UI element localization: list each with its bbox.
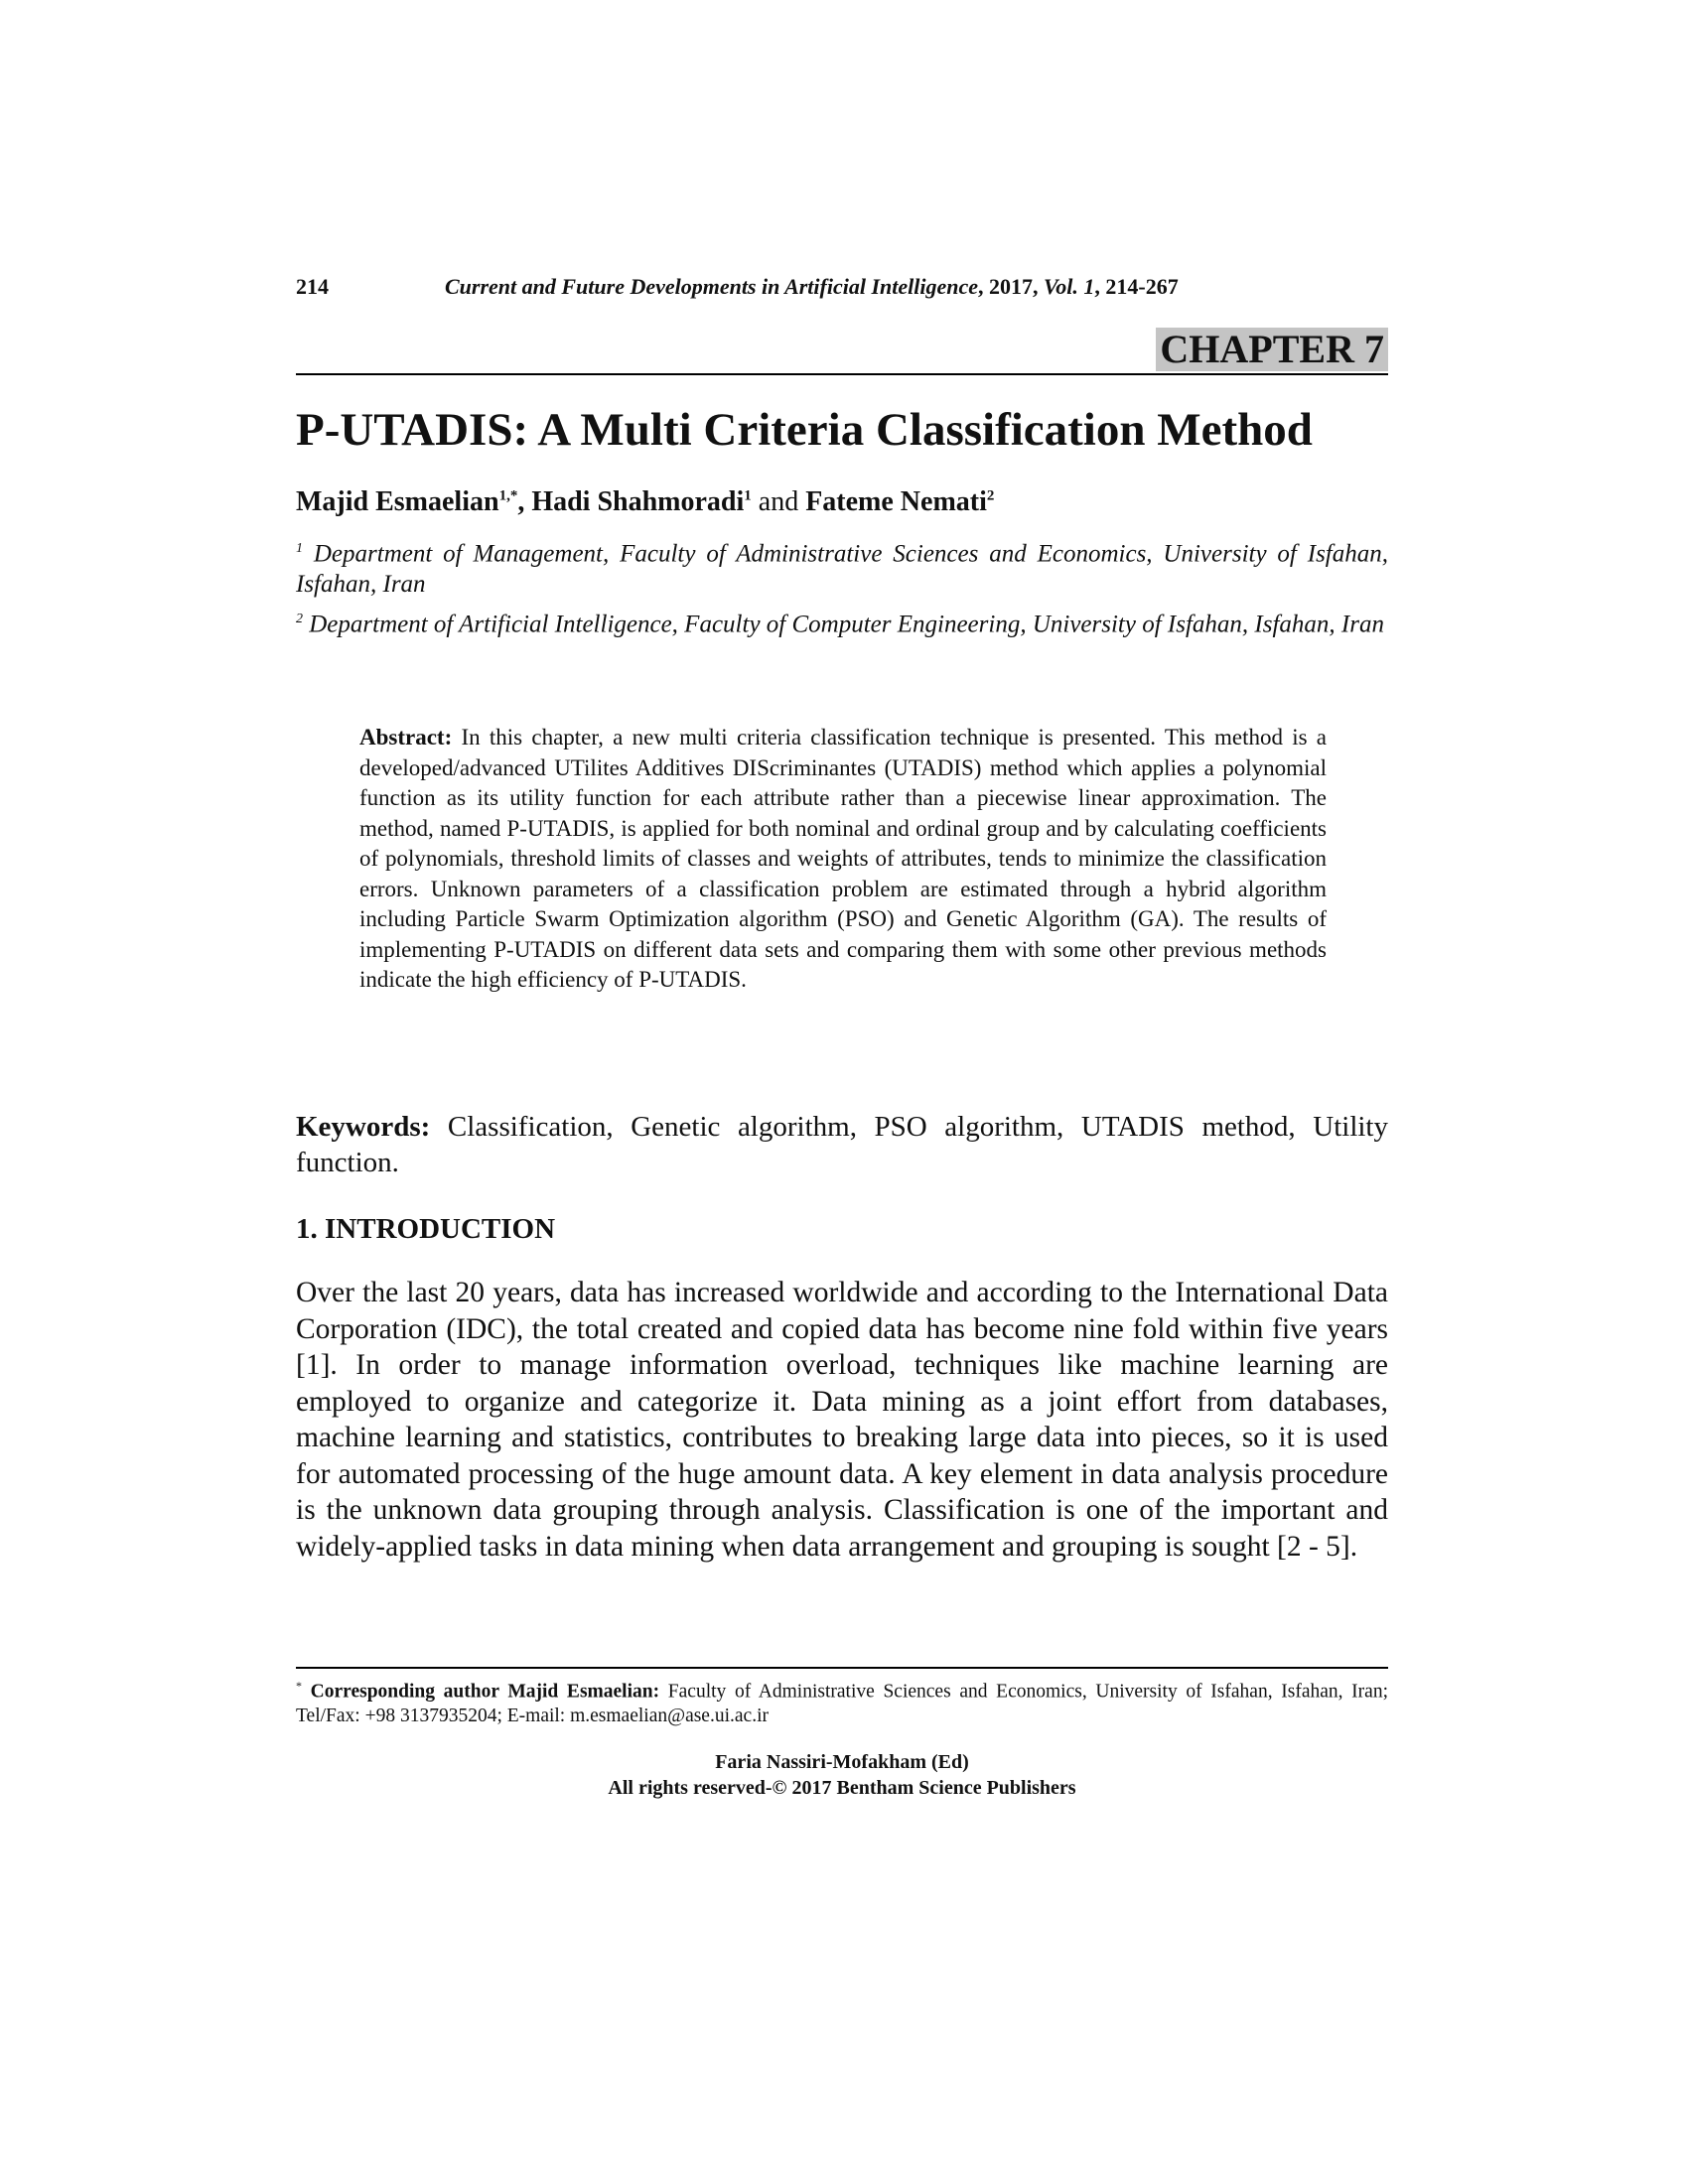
journal-year: , 2017, — [978, 274, 1045, 299]
chapter-title: P-UTADIS: A Multi Criteria Classification Method — [296, 404, 1313, 456]
keywords — [296, 1109, 1388, 1180]
keywords-label: Keywords: — [296, 1111, 431, 1143]
journal-title: Current and Future Developments in Artificial Intelligence — [445, 274, 979, 299]
author-affiliation-mark: 2 — [986, 487, 995, 504]
author-affiliation-mark: 1 — [744, 487, 752, 504]
abstract — [359, 723, 1327, 996]
footnote — [296, 1674, 1388, 1728]
body-paragraph: Over the last 20 years, data has increased worldwide and according to the International Data Corporation (IDC), the total created and copied data has become nine fold within five years [1]. In order to manage information overload, techniques like machine learning are employed to organize and categorize it. Data mining as a joint effort from databases, machine learning and statistics, contributes to breaking large data into pieces, so it is used for automated processing of the huge amount data. A key element in data analysis procedure is the unknown data grouping through analysis. Classification is one of the important and widely-applied tasks in data mining when data arrangement and grouping is sought [2 - 5]. — [296, 1277, 1388, 1563]
author-name: Fateme Nemati — [805, 486, 987, 517]
journal-volume: Vol. 1 — [1044, 274, 1095, 299]
footnote-divider — [296, 1667, 1388, 1669]
affiliation-2 — [296, 604, 1388, 639]
journal-pages: , 214-267 — [1094, 274, 1179, 299]
author-separator: and — [751, 486, 806, 517]
abstract-text: In this chapter, a new multi criteria classification technique is presented. This method is a developed/advanced UTilites Additives DIScriminantes (UTADIS) method which applies a polynomial function as its utility function for each attribute rather than a piecewise linear approximation. The method, named P-UTADIS, is applied for both nominal and ordinal group and by calculating coefficients of polynomials, threshold limits of classes and weights of attributes, tends to minimize the classification errors. Unknown parameters of a classification problem are estimated through a hybrid algorithm including Particle Swarm Optimization algorithm (PSO) and Genetic Algorithm (GA). The results of implementing P-UTADIS on different data sets and comparing them with some other previous methods indicate the high efficiency of P-UTADIS. — [359, 725, 1327, 992]
chapter-divider — [296, 373, 1388, 375]
publisher-info — [296, 1749, 1388, 1801]
footnote-mark: * — [296, 1679, 302, 1693]
journal-citation — [445, 274, 1179, 300]
footnote-label: Corresponding author Majid Esmaelian: — [302, 1681, 660, 1703]
affiliation-text: Department of Management, Faculty of Administrative Sciences and Economics, University of Isfahan, Isfahan, Iran — [296, 540, 1388, 599]
author-name: Hadi Shahmoradi — [531, 486, 745, 517]
affiliation-mark: 1 — [296, 541, 303, 556]
rights-line: All rights reserved-© 2017 Bentham Science Publishers — [608, 1777, 1076, 1799]
author-name: Majid Esmaelian — [296, 486, 499, 517]
keywords-text: Classification, Genetic algorithm, PSO algorithm, UTADIS method, Utility function. — [296, 1111, 1388, 1178]
affiliation-1 — [296, 533, 1388, 600]
editor-line: Faria Nassiri-Mofakham (Ed) — [715, 1751, 969, 1773]
author-list — [296, 486, 1388, 518]
page-number: 214 — [296, 274, 329, 299]
author-separator: , — [517, 486, 532, 517]
author-affiliation-mark: 1,* — [498, 487, 518, 504]
footnote-text: Faculty of Administrative Sciences and Economics, University of Isfahan, Isfahan, Iran; Tel/Fax: +98 3137935204; E-mail: m.esmaelian@ase.ui.ac.ir — [296, 1681, 1388, 1726]
affiliation-text: Department of Artificial Intelligence, Faculty of Computer Engineering, University of Isfahan, Isfahan, Iran — [303, 611, 1384, 638]
chapter-label: CHAPTER 7 — [1156, 328, 1388, 371]
abstract-label: Abstract: — [359, 725, 453, 750]
section-heading: 1. INTRODUCTION — [296, 1213, 556, 1245]
affiliation-mark: 2 — [296, 612, 303, 626]
